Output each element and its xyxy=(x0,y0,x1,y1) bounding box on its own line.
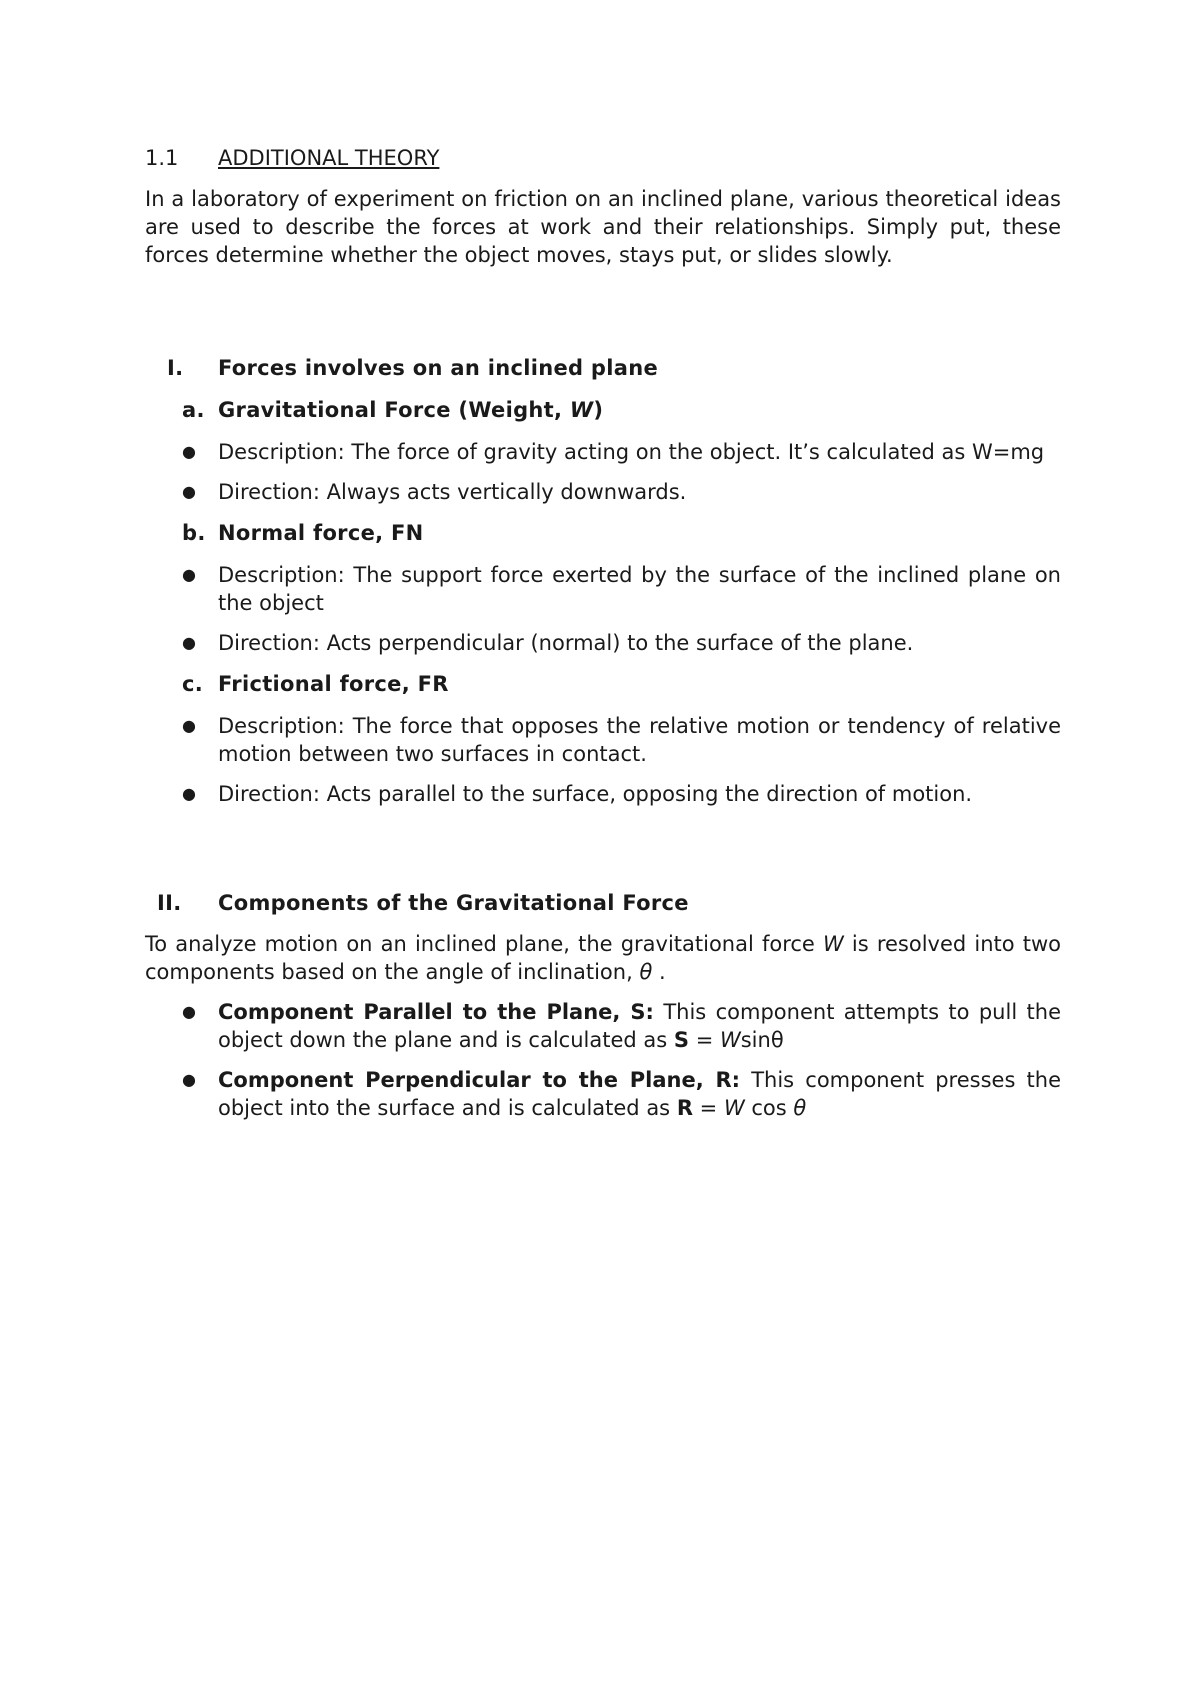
component-parallel-body: This component attempts to pull the object down the plane and is calculated as xyxy=(218,1000,1062,1052)
force-a-direction-text: Direction: Always acts vertically downwards. xyxy=(218,480,687,504)
component-perpendicular-text xyxy=(218,1066,1061,1122)
component-perpendicular-var: W xyxy=(723,1096,745,1120)
part1-numeral: I. xyxy=(167,356,184,380)
bullet-icon: ● xyxy=(182,565,196,584)
force-a-title xyxy=(218,395,603,425)
component-parallel-text xyxy=(218,998,1061,1054)
part2-intro-c: . xyxy=(652,960,666,984)
force-b-description-text: Description: The support force exerted by the surface of the inclined plane on the object xyxy=(218,563,1061,615)
force-c-description xyxy=(145,712,1061,768)
force-a-title-var: W xyxy=(569,398,594,422)
force-c-title: Frictional force, FR xyxy=(218,672,449,696)
component-perpendicular-theta: θ xyxy=(793,1096,807,1120)
section-number: 1.1 xyxy=(145,146,179,170)
section-heading xyxy=(145,143,1061,173)
document-content xyxy=(145,143,1061,1122)
force-a-description xyxy=(145,438,1061,466)
part1-heading xyxy=(145,353,1061,383)
force-c-description-text: Description: The force that opposes the relative motion or tendency of relative motion between two surfaces in contact. xyxy=(218,714,1061,766)
component-perpendicular-body: This component presses the object into the surface and is calculated as xyxy=(218,1068,1062,1120)
part2-title: Components of the Gravitational Force xyxy=(218,891,689,915)
component-perpendicular xyxy=(145,1066,1061,1122)
section-title: ADDITIONAL THEORY xyxy=(218,146,440,170)
force-b-description xyxy=(145,561,1061,617)
component-parallel-label: Component Parallel to the Plane, S: xyxy=(218,1000,654,1024)
component-perpendicular-eq: = xyxy=(692,1096,724,1120)
force-b-title: Normal force, FN xyxy=(218,521,424,545)
part2-heading xyxy=(145,888,1061,918)
bullet-icon: ● xyxy=(182,482,196,501)
force-a-heading xyxy=(145,395,1061,425)
component-perpendicular-symbol: R xyxy=(676,1096,693,1120)
force-c-direction-text: Direction: Acts parallel to the surface, opposing the direction of motion. xyxy=(218,782,973,806)
component-parallel xyxy=(145,998,1061,1054)
force-a-description-text: Description: The force of gravity acting on the object. It’s calculated as W=mg xyxy=(218,440,1045,464)
part1-title: Forces involves on an inclined plane xyxy=(218,356,659,380)
force-b-heading xyxy=(145,518,1061,548)
part2-intro xyxy=(145,930,1061,986)
force-b-direction-text: Direction: Acts perpendicular (normal) to the surface of the plane. xyxy=(218,631,914,655)
force-a-title-suffix: ) xyxy=(593,398,604,422)
part2-intro-a: To analyze motion on an inclined plane, the gravitational force xyxy=(145,932,823,956)
force-a-title-prefix: Gravitational Force (Weight, xyxy=(218,398,570,422)
force-a-letter: a. xyxy=(182,398,205,422)
component-parallel-eq: = xyxy=(689,1028,720,1052)
force-c-heading xyxy=(145,669,1061,699)
component-parallel-symbol: S xyxy=(673,1028,690,1052)
force-a-direction xyxy=(145,478,1061,506)
intro-paragraph: In a laboratory of experiment on friction on an inclined plane, various theoretical ideas are used to describe the forces at work and their relationships. Simply put, these forces determine whether the object moves, stays put, or slides slowly. xyxy=(145,187,1061,267)
component-perpendicular-rest: cos xyxy=(744,1096,794,1120)
part2-intro-b: is resolved into two components based on the angle of inclination, xyxy=(145,932,1061,984)
bullet-icon: ● xyxy=(182,1002,196,1021)
bullet-icon: ● xyxy=(182,633,196,652)
force-b-direction xyxy=(145,629,1061,657)
bullet-icon: ● xyxy=(182,716,196,735)
component-parallel-rest: sinθ xyxy=(740,1028,784,1052)
part2-intro-theta: θ xyxy=(639,960,653,984)
component-parallel-var: W xyxy=(719,1028,741,1052)
force-c-letter: c. xyxy=(182,672,204,696)
bullet-icon: ● xyxy=(182,1070,196,1089)
force-c-direction xyxy=(145,780,1061,808)
component-perpendicular-label: Component Perpendicular to the Plane, R: xyxy=(218,1068,741,1092)
part2-intro-var: W xyxy=(823,932,844,956)
bullet-icon: ● xyxy=(182,442,196,461)
force-b-letter: b. xyxy=(182,521,206,545)
bullet-icon: ● xyxy=(182,784,196,803)
part2-numeral: II. xyxy=(157,891,182,915)
